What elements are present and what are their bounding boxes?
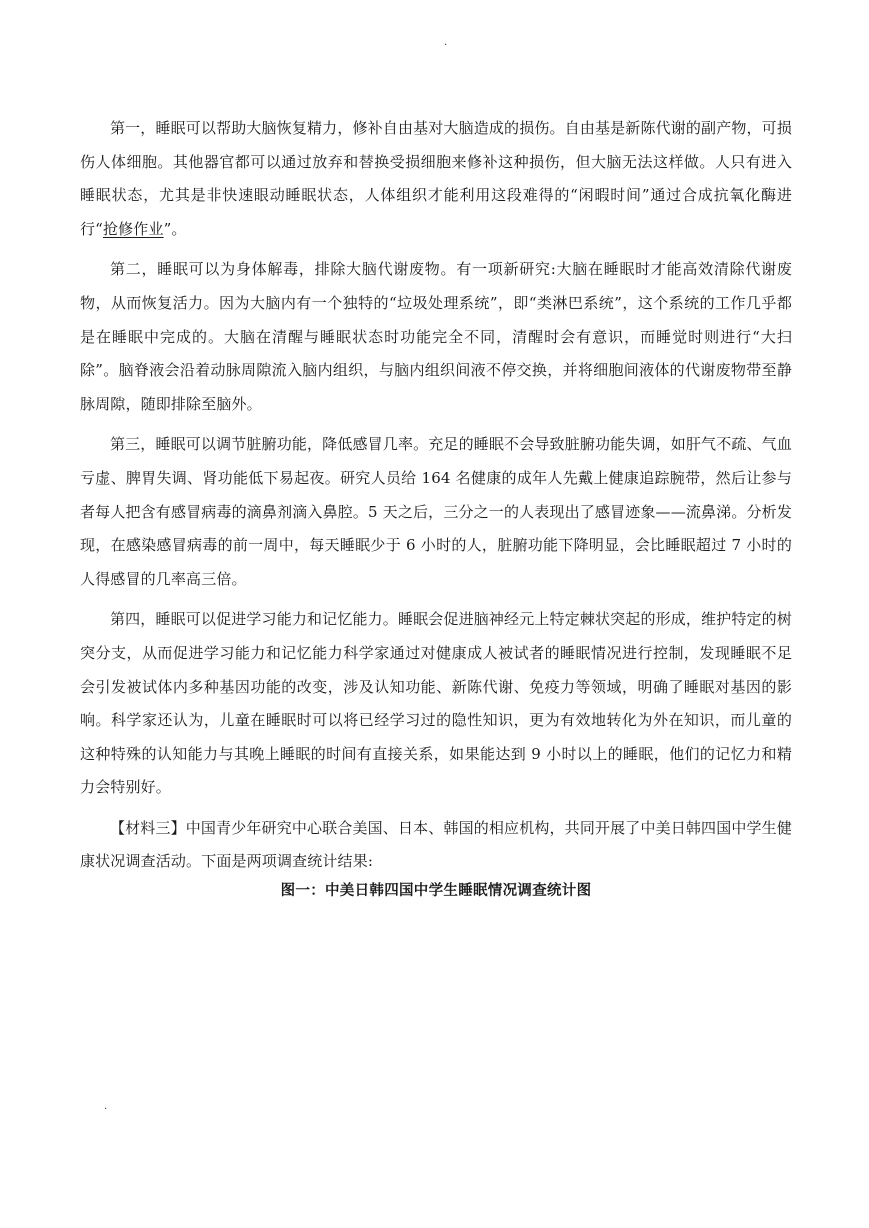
paragraph-3: 第三，睡眠可以调节脏腑功能，降低感冒几率。充足的睡眠不会导致脏腑功能失调，如肝气不疏、气血亏虚、脾胃失调、肾功能低下易起夜。研究人员给 164 名健康的成年人先戴上健康追踪腕带，然后让参与者每人把含有感冒病毒的滴鼻剂滴入鼻腔。5 天之后，三分之一的人表现出了感冒迹象——流鼻涕。分析发现，在感染感冒病毒的前一周中，每天睡眠少于 6 小时的人，脏腑功能下降明显，会比睡眠超过 7 小时的人得感冒的几率高三倍。	[80, 435, 792, 588]
paragraph-2: 第二，睡眠可以为身体解毒，排除大脑代谢废物。有一项新研究:大脑在睡眠时才能高效清除代谢废物，从而恢复活力。因为大脑内有一个独特的“垃圾处理系统”，即“类淋巴系统”，这个系统的工作几乎都是在睡眠中完成的。大脑在清醒与睡眠状态时功能完全不同，清醒时会有意识，而睡觉时则进行“大扫除”。脑脊液会沿着动脉周隙流入脑内组织，与脑内组织间液不停交换，并将细胞间液体的代谢废物带至静脉周隙，随即排除至脑外。	[80, 260, 792, 413]
document-body	[80, 112, 792, 1103]
paragraph-4: 第四，睡眠可以促进学习能力和记忆能力。睡眠会促进脑神经元上特定棘状突起的形成，维护特定的树突分支，从而促进学习能力和记忆能力科学家通过对健康成人被试者的睡眠情况进行控制，发现睡眠不足会引发被试体内多种基因功能的改变，涉及认知功能、新陈代谢、免疫力等领域，明确了睡眠对基因的影响。科学家还认为，儿童在睡眠时可以将已经学习过的隐性知识，更为有效地转化为外在知识，而儿童的这种特殊的认知能力与其晚上睡眠的时间有直接关系，如果能达到 9 小时以上的睡眠，他们的记忆力和精力会特别好。	[80, 610, 792, 797]
page-mark-top: .	[444, 37, 448, 48]
underlined-term: 抢修作业	[102, 219, 164, 238]
figure-caption: 图一：中美日韩四国中学生睡眠情况调查统计图	[280, 883, 592, 900]
paragraph-1-text: 第一，睡眠可以帮助大脑恢复精力，修补自由基对大脑造成的损伤。自由基是新陈代谢的副产物，可损伤人体细胞。其他器官都可以通过放弃和替换受损细胞来修补这种损伤，但大脑无法这样做。人只有进入睡眠状态，尤其是非快速眼动睡眠状态，人体组织才能利用这段难得的“闲暇时间”通过合成抗氧化酶进行“	[80, 119, 792, 238]
material-three-intro: 【材料三】中国青少年研究中心联合美国、日本、韩国的相应机构，共同开展了中美日韩四国中学生健康状况调查活动。下面是两项调查统计结果:	[80, 818, 792, 871]
figure-placeholder	[80, 903, 792, 1103]
paragraph-1	[80, 112, 792, 246]
page-mark-bottom: .	[104, 1101, 108, 1112]
paragraph-1-end: ”。	[163, 219, 187, 238]
